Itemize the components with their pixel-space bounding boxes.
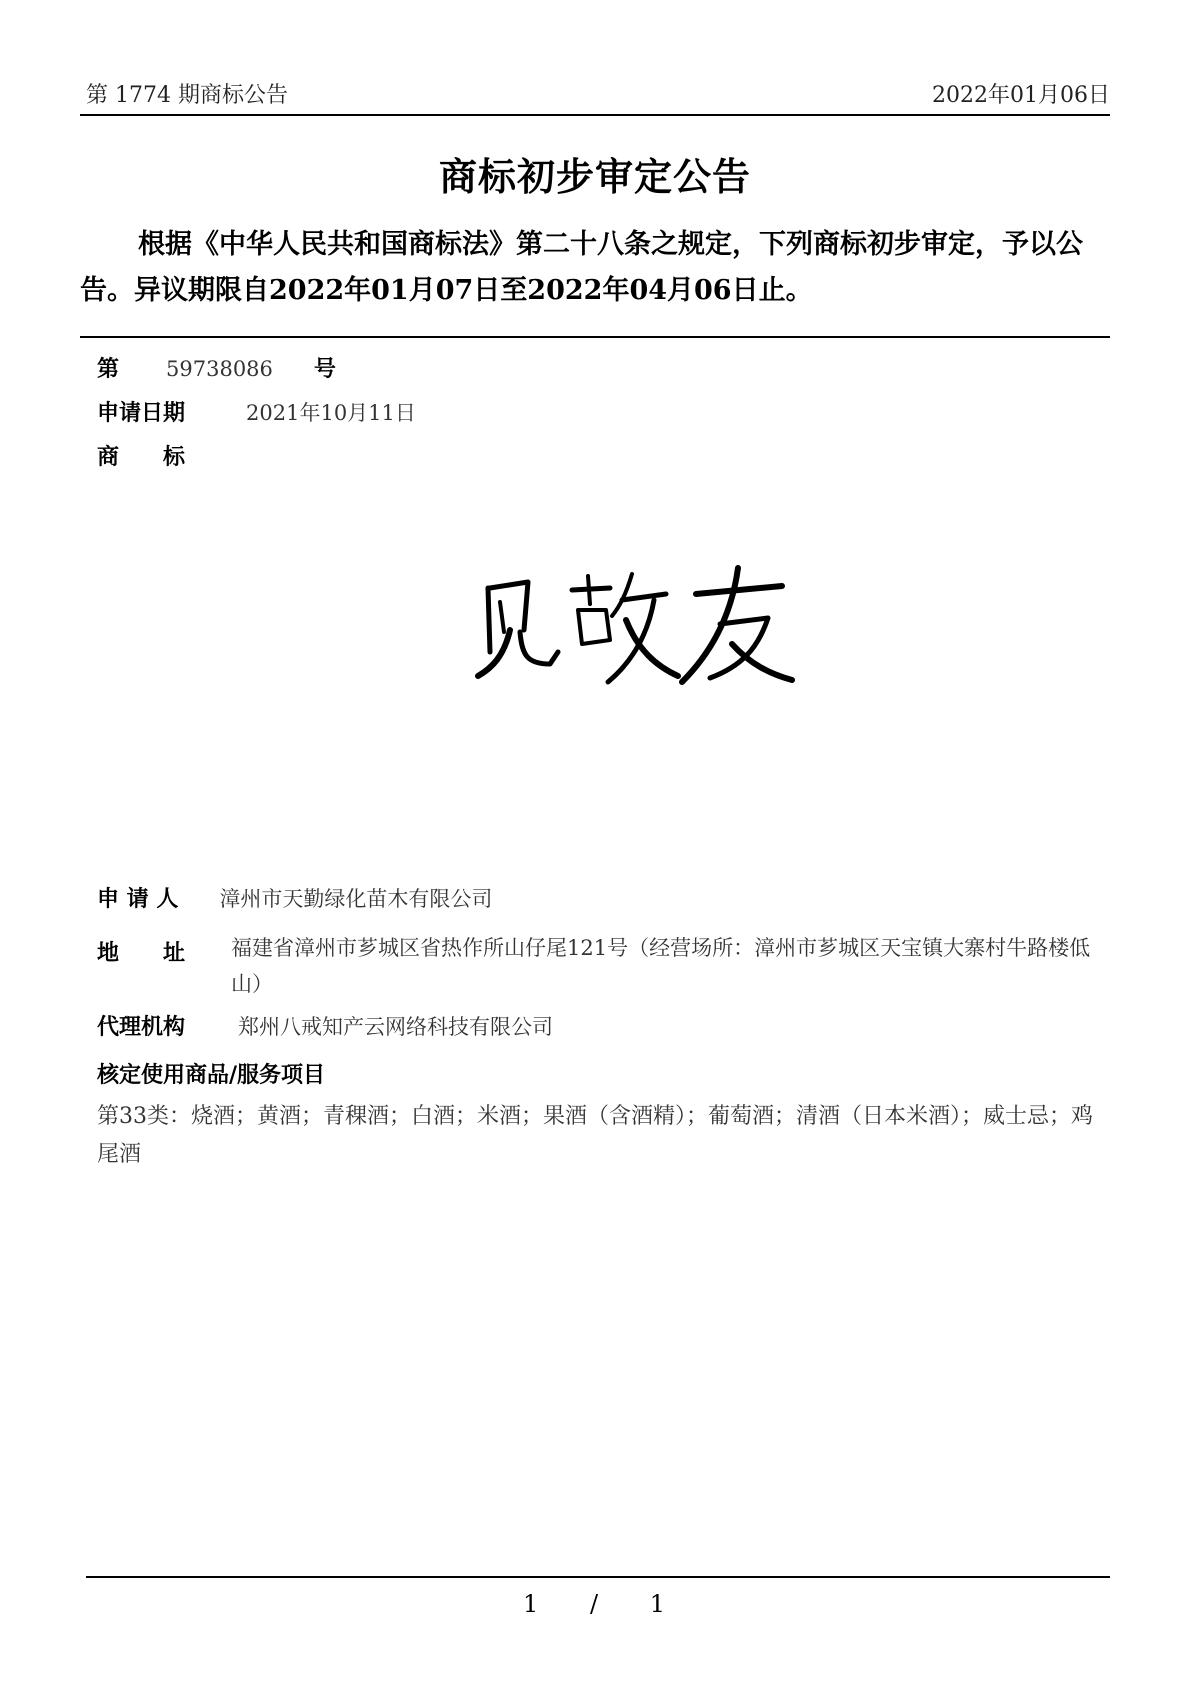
header-issue: 第 1774 期商标公告	[86, 83, 288, 108]
address-value: 福建省漳州市芗城区省热作所山仔尾121号（经营场所：漳州市芗城区天宝镇大寨村牛路楼低山）	[231, 936, 1091, 996]
applicant-label: 申 请 人	[97, 886, 179, 912]
agent-row	[97, 1010, 553, 1041]
agent-name: 郑州八戒知产云网络科技有限公司	[238, 1015, 554, 1039]
apply-date: 2021年10月11日	[246, 401, 416, 425]
apply-date-label: 申请日期	[97, 400, 186, 426]
page-indicator	[0, 1590, 1190, 1618]
intro-paragraph: 根据《中华人民共和国商标法》第二十八条之规定，下列商标初步审定，予以公告。异议期限自2022年01月07日至2022年04月06日止。	[80, 229, 1083, 306]
apply-date-row	[97, 396, 416, 427]
trademark-image	[470, 560, 800, 700]
applicant-name: 漳州市天勤绿化苗木有限公司	[219, 887, 493, 911]
registration-number-row	[97, 352, 336, 383]
agent-label: 代理机构	[97, 1014, 186, 1040]
address-row	[97, 936, 1107, 1002]
header-rule	[80, 114, 1110, 116]
header-date: 2022年01月06日	[932, 83, 1110, 108]
applicant-row	[97, 882, 492, 913]
registration-number-prefix: 第	[97, 356, 120, 382]
mark-label: 商 标	[97, 444, 186, 470]
page-total: 1	[649, 1590, 667, 1618]
page-current: 1	[523, 1590, 541, 1618]
page-separator: /	[589, 1590, 601, 1618]
footer-rule	[86, 1576, 1110, 1578]
address-label: 地 址	[97, 940, 186, 966]
goods-heading: 核定使用商品/服务项目	[97, 1062, 326, 1088]
section-rule	[80, 336, 1110, 338]
registration-number: 59738086	[166, 357, 273, 381]
registration-number-suffix: 号	[313, 356, 336, 382]
goods-list: 第33类：烧酒；黄酒；青稞酒；白酒；米酒；果酒（含酒精）；葡萄酒；清酒（日本米酒）；威士忌；鸡尾酒	[97, 1104, 1093, 1167]
page-title: 商标初步审定公告	[438, 154, 751, 199]
mark-label-row	[97, 440, 185, 471]
